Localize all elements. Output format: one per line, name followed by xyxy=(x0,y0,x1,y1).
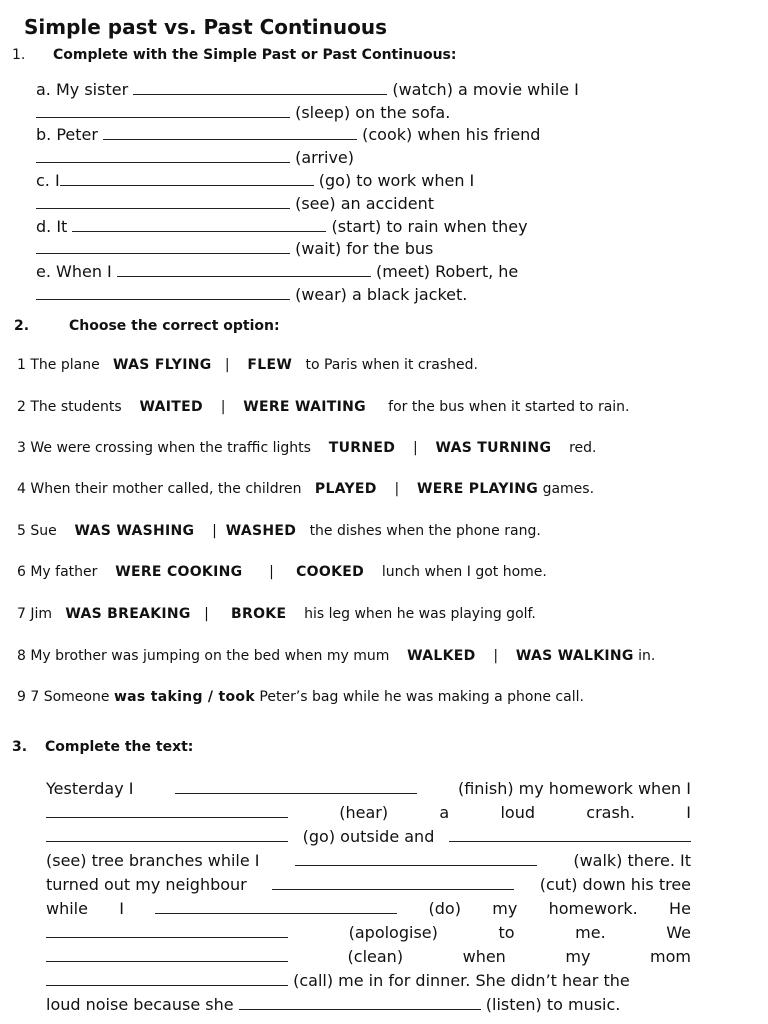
exercise-line xyxy=(36,171,474,190)
exercise-line xyxy=(36,148,354,167)
option-separator: | xyxy=(269,564,274,580)
option-separator: | xyxy=(412,440,418,456)
answer-blank[interactable] xyxy=(449,829,691,842)
option-item xyxy=(17,564,547,580)
text-line xyxy=(46,921,691,945)
option-separator: | xyxy=(220,399,226,415)
section-3-number: 3. xyxy=(12,739,28,755)
line-suffix: (watch) a movie while I xyxy=(392,80,579,99)
text-fragment: mom xyxy=(649,947,691,966)
option-b[interactable]: WERE PLAYING xyxy=(417,481,539,497)
option-item xyxy=(17,523,541,539)
sentence-end: in. xyxy=(638,648,656,664)
sentence-end: red. xyxy=(569,440,597,456)
line-suffix: (sleep) on the sofa. xyxy=(295,103,451,122)
option-b[interactable]: WERE WAITING xyxy=(243,399,366,415)
answer-blank[interactable] xyxy=(155,901,397,914)
text-fragment: me. xyxy=(575,923,606,942)
text-fragment: when xyxy=(462,947,506,966)
answer-blank[interactable] xyxy=(36,105,290,118)
exercise-line xyxy=(36,125,540,144)
answer-blank[interactable] xyxy=(46,949,288,962)
text-fragment: (finish) my homework when I xyxy=(457,779,691,798)
option-a[interactable]: WAITED xyxy=(139,399,203,415)
sentence-start: 7 Jim xyxy=(17,606,53,622)
answer-blank[interactable] xyxy=(239,997,481,1010)
option-item xyxy=(17,440,596,456)
section-1-heading: Complete with the Simple Past or Past Continuous: xyxy=(53,47,457,63)
line-suffix: (cook) when his friend xyxy=(362,125,541,144)
option-item xyxy=(17,481,594,497)
section-3-heading: Complete the text: xyxy=(45,739,194,755)
text-fragment: crash. xyxy=(586,803,636,822)
answer-blank[interactable] xyxy=(103,127,357,140)
text-line xyxy=(46,945,691,969)
option-separator: | xyxy=(493,648,499,664)
sentence-end: games. xyxy=(542,481,595,497)
exercise-line xyxy=(36,239,433,258)
option-b[interactable]: BROKE xyxy=(231,606,287,622)
answer-blank[interactable] xyxy=(133,82,387,95)
answer-blank[interactable] xyxy=(46,925,288,938)
line-prefix: c. I xyxy=(36,171,60,190)
text-line xyxy=(46,897,691,921)
line-suffix: (go) to work when I xyxy=(318,171,475,190)
answer-blank[interactable] xyxy=(175,781,417,794)
text-line xyxy=(46,873,691,897)
exercise-line xyxy=(36,217,528,236)
answer-blank[interactable] xyxy=(36,196,290,209)
answer-blank[interactable] xyxy=(72,219,326,232)
line-suffix: (wait) for the bus xyxy=(295,239,434,258)
text-fragment: to xyxy=(498,923,515,942)
sentence-start: 2 The students xyxy=(17,399,122,415)
text-fragment: homework. xyxy=(548,899,638,918)
answer-blank[interactable] xyxy=(46,805,288,818)
text-fragment: (apologise) xyxy=(348,923,438,942)
sentence-start: 9 7 Someone xyxy=(17,689,110,705)
text-fragment: (do) xyxy=(428,899,461,918)
option-a[interactable]: was taking / took xyxy=(113,689,255,705)
option-a[interactable]: WALKED xyxy=(407,648,476,664)
text-fragment: (cut) down his tree xyxy=(539,875,691,894)
text-fragment: I xyxy=(686,803,691,822)
option-b[interactable]: WAS WALKING xyxy=(515,648,634,664)
answer-blank[interactable] xyxy=(36,241,290,254)
option-item xyxy=(17,357,478,373)
text-line xyxy=(46,777,691,801)
text-fragment: (call) me in for dinner. She didn’t hear the xyxy=(293,971,630,990)
option-a[interactable]: WAS FLYING xyxy=(113,357,212,373)
sentence-start: 6 My father xyxy=(17,564,98,580)
line-suffix: (arrive) xyxy=(295,148,355,167)
option-separator: | xyxy=(212,523,217,539)
page-title: Simple past vs. Past Continuous xyxy=(24,15,388,39)
text-fragment: while xyxy=(46,899,88,918)
option-separator: | xyxy=(204,606,209,622)
section-2-heading: Choose the correct option: xyxy=(69,318,280,334)
answer-blank[interactable] xyxy=(46,829,288,842)
text-line xyxy=(46,969,691,993)
text-fragment: (clean) xyxy=(347,947,404,966)
text-fragment: (see) tree branches while I xyxy=(46,851,260,870)
option-a[interactable]: WAS WASHING xyxy=(74,523,195,539)
answer-blank[interactable] xyxy=(36,150,290,163)
option-b[interactable]: FLEW xyxy=(247,357,293,373)
sentence-end: Peter’s bag while he was making a phone call. xyxy=(259,689,584,705)
text-line xyxy=(46,801,691,825)
sentence-start: 8 My brother was jumping on the bed when my mum xyxy=(17,648,390,664)
text-fragment: (go) outside and xyxy=(302,827,435,846)
option-separator: | xyxy=(224,357,230,373)
option-separator: | xyxy=(394,481,400,497)
text-fragment: (listen) to music. xyxy=(485,995,621,1014)
section-1-number: 1. xyxy=(12,47,26,63)
line-prefix: e. When I xyxy=(36,262,112,281)
text-fragment: a xyxy=(439,803,450,822)
text-fragment: my xyxy=(565,947,591,966)
option-item xyxy=(17,648,655,664)
cloze-text xyxy=(46,777,691,1017)
sentence-end: to Paris when it crashed. xyxy=(305,357,478,373)
answer-blank[interactable] xyxy=(36,287,290,300)
option-a[interactable]: WAS BREAKING xyxy=(65,606,191,622)
sentence-end: the dishes when the phone rang. xyxy=(309,523,541,539)
line-suffix: (wear) a black jacket. xyxy=(295,285,468,304)
exercise-line xyxy=(36,103,450,122)
sentence-start: 4 When their mother called, the children xyxy=(17,481,302,497)
exercise-line xyxy=(36,80,579,99)
sentence-end: his leg when he was playing golf. xyxy=(304,606,536,622)
sentence-end: for the bus when it started to rain. xyxy=(388,399,630,415)
sentence-start: 5 Sue xyxy=(17,523,57,539)
text-fragment: I xyxy=(119,899,124,918)
line-prefix: d. It xyxy=(36,217,68,236)
option-item xyxy=(17,689,584,705)
sentence-start: 3 We were crossing when the traffic lights xyxy=(17,440,311,456)
text-fragment: (hear) xyxy=(339,803,389,822)
text-fragment: We xyxy=(666,923,691,942)
option-b[interactable]: WASHED xyxy=(225,523,297,539)
line-prefix: a. My sister xyxy=(36,80,129,99)
option-b[interactable]: COOKED xyxy=(296,564,365,580)
exercise-line xyxy=(36,285,467,304)
text-fragment: He xyxy=(669,899,691,918)
text-line xyxy=(46,993,691,1017)
answer-blank[interactable] xyxy=(272,877,514,890)
text-fragment: turned out my neighbour xyxy=(46,875,247,894)
exercise-line xyxy=(36,262,518,281)
answer-blank[interactable] xyxy=(295,853,537,866)
line-suffix: (start) to rain when they xyxy=(331,217,528,236)
option-item xyxy=(17,606,536,622)
line-suffix: (see) an accident xyxy=(295,194,434,213)
section-2-number: 2. xyxy=(14,318,30,334)
option-b[interactable]: WAS TURNING xyxy=(435,440,552,456)
line-prefix: b. Peter xyxy=(36,125,98,144)
text-line xyxy=(46,825,691,849)
text-fragment: my xyxy=(492,899,518,918)
exercise-line xyxy=(36,194,434,213)
text-fragment: loud xyxy=(500,803,535,822)
option-a[interactable]: TURNED xyxy=(328,440,396,456)
text-line xyxy=(46,849,691,873)
option-item xyxy=(17,399,630,415)
answer-blank[interactable] xyxy=(60,173,314,186)
line-suffix: (meet) Robert, he xyxy=(375,262,519,281)
option-a[interactable]: PLAYED xyxy=(314,481,377,497)
sentence-start: 1 The plane xyxy=(17,357,100,373)
answer-blank[interactable] xyxy=(117,264,371,277)
text-fragment: loud noise because she xyxy=(46,995,234,1014)
text-fragment: (walk) there. It xyxy=(573,851,691,870)
text-fragment: Yesterday I xyxy=(46,779,134,798)
sentence-end: lunch when I got home. xyxy=(381,564,547,580)
answer-blank[interactable] xyxy=(46,973,288,986)
option-a[interactable]: WERE COOKING xyxy=(115,564,243,580)
